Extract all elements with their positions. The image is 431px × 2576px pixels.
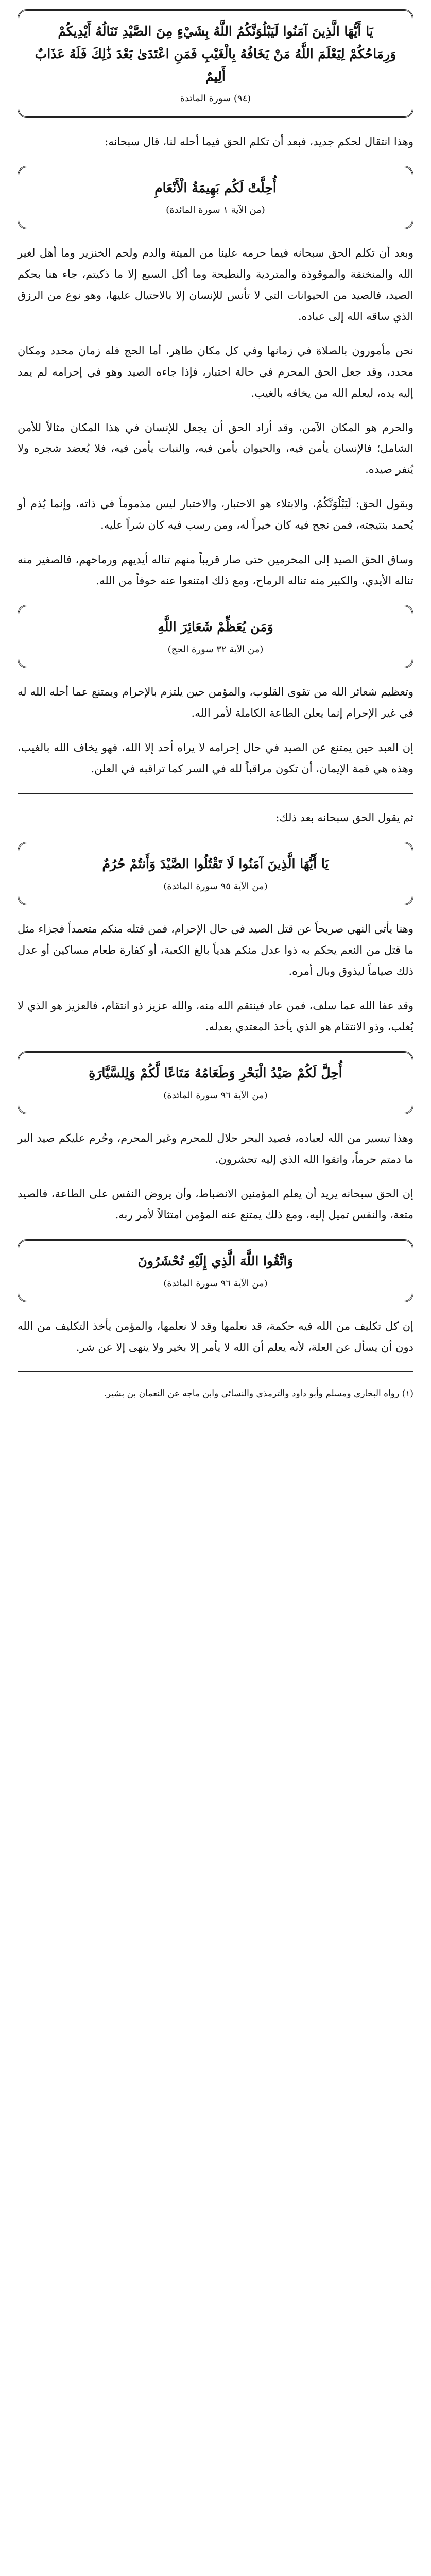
heading-verse-box bbox=[18, 9, 413, 118]
quoted-verse-reference: (من الآية ٩٦ سورة المائدة) bbox=[163, 1090, 268, 1101]
paragraph: إن كل تكليف من الله فيه حكمة، قد نعلمها وقد لا نعلمها، والمؤمن يأخذ التكليف من الله دون أن يسأل عن العلة، لأنه يعلم أن الله لا يأمر إلا بخير ولا ينهى إلا عن شر. bbox=[18, 1320, 413, 1354]
paragraph: وهذا انتقال لحكم جديد، فبعد أن تكلم الحق فيما أحله لنا، قال سبحانه: bbox=[105, 135, 413, 148]
quoted-verse-text: وَمَن يُعَظِّمْ شَعَائِرَ اللَّهِ bbox=[158, 619, 273, 635]
paragraph: وهذا تيسير من الله لعباده، فصيد البحر حلال للمحرم وغير المحرم، وحُرم عليكم صيد البر ما دمتم حرماً، واتقوا الله الذي إليه تحشرون. bbox=[18, 1132, 413, 1166]
quoted-verse-text: أُحِلَّتْ لَكُم بَهِيمَةُ الْأَنْعَامِ bbox=[154, 180, 277, 195]
paragraph: إن العبد حين يمتنع عن الصيد في حال إحرامه لا يراه أحد إلا الله، فهو يخاف الله بالغيب، وهذه هي قمة الإيمان، أن تكون مراقباً لله في السر كما تراقبه في العلن. bbox=[18, 741, 413, 775]
paragraph: والحرم هو المكان الآمن، وقد أراد الحق أن يجعل للإنسان في هذا المكان مثالاً للأمن الشامل؛ فالإنسان يأمن فيه، والحيوان يأمن فيه، والنبات يأمن فيه، فلا يُعضد شجره ولا يُنفر صيده. bbox=[18, 421, 413, 476]
footnote: (١) رواه البخاري ومسلم وأبو داود والترمذي والنسائي وابن ماجه عن النعمان بن بشير. bbox=[104, 1388, 413, 1399]
paragraph: نحن مأمورون بالصلاة في زمانها وفي كل مكان طاهر، أما الحج فله زمان محدد ومكان محدد، وقد جعل الحق المحرم في حالة اختبار، فإذا جاءه الصيد وهو في إحرامه لم يمد إليه يده، ليعلم الله من يخافه بالغيب. bbox=[18, 344, 413, 399]
quoted-verse-box bbox=[18, 605, 413, 668]
quoted-verse-reference: (من الآية ١ سورة المائدة) bbox=[166, 205, 265, 216]
paragraph: ويقول الحق: لَيَبْلُوَنَّكُمُ، والابتلاء هو الاختبار، والاختبار ليس مذموماً في ذاته، وإنما يُذم أو يُحمد بنتيجته، فمن نجح فيه كان خيراً له، ومن رسب فيه كان شراً عليه. bbox=[18, 498, 413, 532]
quoted-verse-text: أُحِلَّ لَكُمْ صَيْدُ الْبَحْرِ وَطَعَامُهُ مَتَاعًا لَّكُمْ وَلِلسَّيَّارَةِ bbox=[89, 1065, 342, 1080]
quoted-verse-box bbox=[18, 1051, 413, 1114]
quoted-verse-box bbox=[18, 166, 413, 229]
paragraph: وهنا يأتي النهي صريحاً عن قتل الصيد في حال الإحرام، فمن قتله منكم متعمداً فجزاء مثل ما قتل من النعم يحكم به ذوا عدل منكم هدياً بالغ الكعبة، أو كفارة طعام مساكين أو عدل ذلك صياماً ليذوق وبال أمره. bbox=[18, 923, 413, 978]
document-content bbox=[18, 131, 413, 1402]
quoted-verse-reference: (من الآية ٩٦ سورة المائدة) bbox=[163, 1278, 268, 1289]
quoted-verse-box bbox=[18, 1239, 413, 1302]
section-divider bbox=[18, 793, 413, 794]
section-divider bbox=[18, 1371, 413, 1372]
quoted-verse-reference: (من الآية ٣٢ سورة الحج) bbox=[167, 643, 264, 655]
paragraph: إن الحق سبحانه يريد أن يعلم المؤمنين الانضباط، وأن يروض النفس على الطاعة، فالصيد متعة، والنفس تميل إليه، ومع ذلك يمتنع عنه المؤمن امتثالاً لأمر ربه. bbox=[18, 1188, 413, 1221]
paragraph: وقد عفا الله عما سلف، فمن عاد فينتقم الله منه، والله عزيز ذو انتقام، فالعزيز هو الذي لا يُغلب، وذو الانتقام هو الذي يأخذ المعتدي بعدله. bbox=[18, 999, 413, 1033]
quoted-verse-reference: (من الآية ٩٥ سورة المائدة) bbox=[163, 880, 268, 892]
heading-verse-text: يَا أَيُّهَا الَّذِينَ آمَنُوا لَيَبْلُوَنَّكُمُ اللَّهُ بِشَيْءٍ مِنَ الصَّيْدِ تَنَالُهُ أَيْدِيكُمْ وَرِمَاحُكُمْ لِيَعْلَمَ اللَّهُ مَنْ يَخَافُهُ بِالْغَيْبِ فَمَنِ اعْتَدَىٰ بَعْدَ ذَٰلِكَ فَلَهُ عَذَابٌ أَلِيمٌ bbox=[35, 24, 396, 84]
heading-verse-reference: (٩٤) سورة المائدة bbox=[180, 93, 251, 105]
paragraph: ثم يقول الحق سبحانه بعد ذلك: bbox=[275, 811, 413, 824]
paragraph: وبعد أن تكلم الحق سبحانه فيما حرمه علينا من الميتة والدم ولحم الخنزير وما أهل لغير الله والمنخنقة والموقوذة والمتردية والنطيحة وما أكل السبع إلا ما ذكيتم، جاء هنا بحكم الصيد، فالصيد من الحيوانات التي لا تأنس للإنسان إلا بالاحتيال عليها، وهو نوع من الرزق الذي ساقه الله إلى عباده. bbox=[18, 246, 413, 323]
quoted-verse-text: وَاتَّقُوا اللَّهَ الَّذِي إِلَيْهِ تُحْشَرُونَ bbox=[137, 1253, 294, 1268]
paragraph: وتعظيم شعائر الله من تقوى القلوب، والمؤمن حين يلتزم بالإحرام ويمتنع عما أحله الله له في غير الإحرام إنما يعلن الطاعة الكاملة لأمر الله. bbox=[18, 686, 413, 720]
quoted-verse-box bbox=[18, 842, 413, 905]
quoted-verse-text: يَا أَيُّهَا الَّذِينَ آمَنُوا لَا تَقْتُلُوا الصَّيْدَ وَأَنتُمْ حُرُمٌ bbox=[102, 856, 329, 871]
paragraph: وساق الحق الصيد إلى المحرمين حتى صار قريباً منهم تناله أيديهم ورماحهم، فالصغير منه تناله الأيدي، والكبير منه تناله الرماح، ومع ذلك امتنعوا عنه خوفاً من الله. bbox=[18, 553, 413, 587]
